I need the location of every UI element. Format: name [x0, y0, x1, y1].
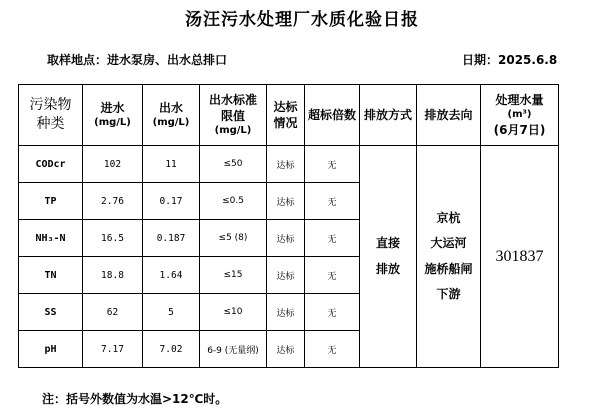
pollutant-name: NH₃-N — [19, 220, 83, 257]
header-limit: 出水标准 限值 (mg/L) — [200, 85, 267, 146]
exceed-multiple: 无 — [305, 146, 360, 183]
compliance-status: 达标 — [267, 220, 305, 257]
limit-value: ≤50 — [200, 146, 267, 183]
exceed-multiple: 无 — [305, 294, 360, 331]
compliance-status: 达标 — [267, 331, 305, 368]
exceed-multiple: 无 — [305, 220, 360, 257]
report-title: 汤汪污水处理厂水质化验日报 — [185, 10, 419, 30]
discharge-method-cell: 直接 排放 — [360, 146, 417, 368]
pollutant-name: SS — [19, 294, 83, 331]
header-discharge-method: 排放方式 — [360, 85, 417, 146]
exceed-multiple: 无 — [305, 331, 360, 368]
exceed-multiple: 无 — [305, 257, 360, 294]
report-date: 日期：2025.6.8 — [462, 53, 558, 67]
header-influent: 进水 (mg/L) — [83, 85, 143, 146]
header-exceed: 超标倍数 — [305, 85, 360, 146]
exceed-multiple: 无 — [305, 183, 360, 220]
header-row — [19, 85, 559, 146]
header-volume: 处理水量 (m³) (6月7日) — [481, 85, 559, 146]
compliance-status: 达标 — [267, 183, 305, 220]
influent-value: 7.17 — [83, 331, 143, 368]
effluent-value: 5 — [143, 294, 200, 331]
influent-value: 62 — [83, 294, 143, 331]
header-compliance: 达标 情况 — [267, 85, 305, 146]
discharge-destination-cell: 京杭 大运河 施桥船闸 下游 — [417, 146, 481, 368]
compliance-status: 达标 — [267, 257, 305, 294]
limit-value: ≤10 — [200, 294, 267, 331]
effluent-value: 0.187 — [143, 220, 200, 257]
header-effluent: 出水 (mg/L) — [143, 85, 200, 146]
sampling-location: 取样地点：进水泵房、出水总排口 — [47, 53, 228, 67]
water-quality-table — [18, 84, 559, 368]
compliance-status: 达标 — [267, 146, 305, 183]
pollutant-name: TN — [19, 257, 83, 294]
header-discharge-destination: 排放去向 — [417, 85, 481, 146]
table-row — [19, 146, 559, 183]
effluent-value: 11 — [143, 146, 200, 183]
influent-value: 18.8 — [83, 257, 143, 294]
influent-value: 2.76 — [83, 183, 143, 220]
effluent-value: 7.02 — [143, 331, 200, 368]
limit-value: ≤0.5 — [200, 183, 267, 220]
footnote: 注：括号外数值为水温>12℃时。 — [42, 392, 228, 406]
influent-value: 16.5 — [83, 220, 143, 257]
pollutant-name: CODcr — [19, 146, 83, 183]
pollutant-name: TP — [19, 183, 83, 220]
pollutant-name: pH — [19, 331, 83, 368]
treated-volume: 301837 — [481, 146, 559, 368]
limit-value: ≤5 (8) — [200, 220, 267, 257]
effluent-value: 1.64 — [143, 257, 200, 294]
limit-value: ≤15 — [200, 257, 267, 294]
influent-value: 102 — [83, 146, 143, 183]
effluent-value: 0.17 — [143, 183, 200, 220]
header-pollutant: 污染物 种类 — [19, 85, 83, 146]
limit-value: 6-9 (无量纲) — [200, 331, 267, 368]
compliance-status: 达标 — [267, 294, 305, 331]
